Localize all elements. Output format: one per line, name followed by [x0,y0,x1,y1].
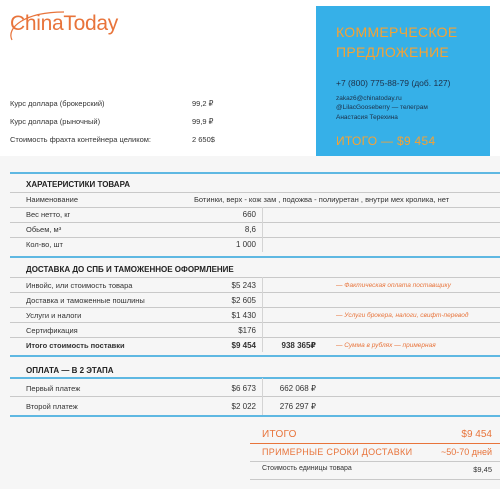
contact-email[interactable]: zakaz6@chinatoday.ru [336,95,402,102]
row-divider [10,237,500,238]
rate-broker-label: Курс доллара (брокерский) [10,99,105,108]
total-supply-note: — Сумма в рублях — примерная [336,342,436,349]
section-divider [10,256,500,258]
delivery-title: ДОСТАВКА ДО СПБ И ТАМОЖЕННОЕ ОФОРМЛЕНИЕ [26,265,234,274]
shipping-label: Доставка и таможенные пошлины [26,296,145,305]
char-name-label: Наименование [26,195,78,204]
second-payment-label: Второй платеж [26,402,78,411]
panel-total: ИТОГО — $9 454 [336,134,436,148]
rate-broker-value: 99,2 ₽ [192,99,214,108]
delivery-terms-value: ~50-70 дней [440,447,492,457]
first-payment-usd: $6 673 [231,384,256,393]
second-payment-rub: 276 297 ₽ [279,402,316,411]
services-usd: $1 430 [231,311,256,320]
unit-price-value: $9,45 [473,465,492,474]
contact-telegram[interactable]: @LilacGooseberry — телеграм [336,104,428,111]
summary-divider [250,443,500,444]
total-supply-usd: $9 454 [231,341,256,350]
payment-title: ОПЛАТА — В 2 ЭТАПА [26,366,114,375]
services-label: Услуги и налоги [26,311,82,320]
row-divider [10,277,500,278]
invoice-note: — Фактическая оплата поставщику [336,282,451,289]
summary-divider [250,461,500,462]
delivery-terms-label: ПРИМЕРНЫЕ СРОКИ ДОСТАВКИ [262,447,413,457]
char-name-value: Ботинки, верх - кож зам , подожва - полиуретан , внутри мех кролика, нет [194,195,450,204]
char-volume-label: Обьем, м³ [26,225,62,234]
row-divider [10,222,500,223]
row-divider [10,192,500,193]
column-divider [262,277,263,352]
summary-total-value: $9 454 [461,429,492,440]
row-divider [10,396,500,397]
char-weight-value: 660 [242,210,256,219]
offer-title: КОММЕРЧЕСКОЕ ПРЕДЛОЖЕНИЕ [336,24,458,60]
certification-usd: $176 [238,326,256,335]
freight-value: 2 650$ [192,135,215,144]
total-supply-label: Итого стоимость поставки [26,341,125,350]
row-divider [10,307,500,308]
certification-label: Сертификация [26,326,78,335]
column-divider [262,378,263,416]
contact-manager: Анастасия Терехина [336,114,398,121]
second-payment-usd: $2 022 [231,402,256,411]
row-divider [10,322,500,323]
rate-market-label: Курс доллара (рыночный) [10,117,101,126]
total-supply-rub: 938 365₽ [281,341,316,350]
row-divider [10,292,500,293]
services-note: — Услуги брокера, налоги, свифт-перевод [336,312,469,319]
logo: ChinaToday [10,12,118,35]
row-divider [10,337,500,338]
char-volume-value: 8,6 [244,225,256,234]
contact-phone[interactable]: +7 (800) 775-88-79 (доб. 127) [336,78,451,88]
unit-price-label: Стоимость единицы товара [262,465,352,472]
summary-divider [250,479,500,480]
column-divider [262,207,263,252]
section-divider [10,172,500,174]
rate-market-value: 99,9 ₽ [192,117,214,126]
char-qty-label: Кол-во, шт [26,240,63,249]
first-payment-label: Первый платеж [26,384,81,393]
shipping-usd: $2 605 [231,296,256,305]
char-qty-value: 1 000 [235,240,256,249]
section-divider [10,355,500,357]
invoice-label: Инвойс, или стоимость товара [26,281,133,290]
freight-label: Стоимость фрахта контейнера целиком: [10,135,152,144]
char-weight-label: Вес нетто, кг [26,210,71,219]
section-divider [10,415,500,417]
invoice-usd: $5 243 [231,281,256,290]
section-divider [10,377,500,379]
first-payment-rub: 662 068 ₽ [279,384,316,393]
characteristics-title: ХАРАТЕРИСТИКИ ТОВАРА [26,180,130,189]
summary-total-label: ИТОГО [262,429,297,440]
row-divider [10,207,500,208]
